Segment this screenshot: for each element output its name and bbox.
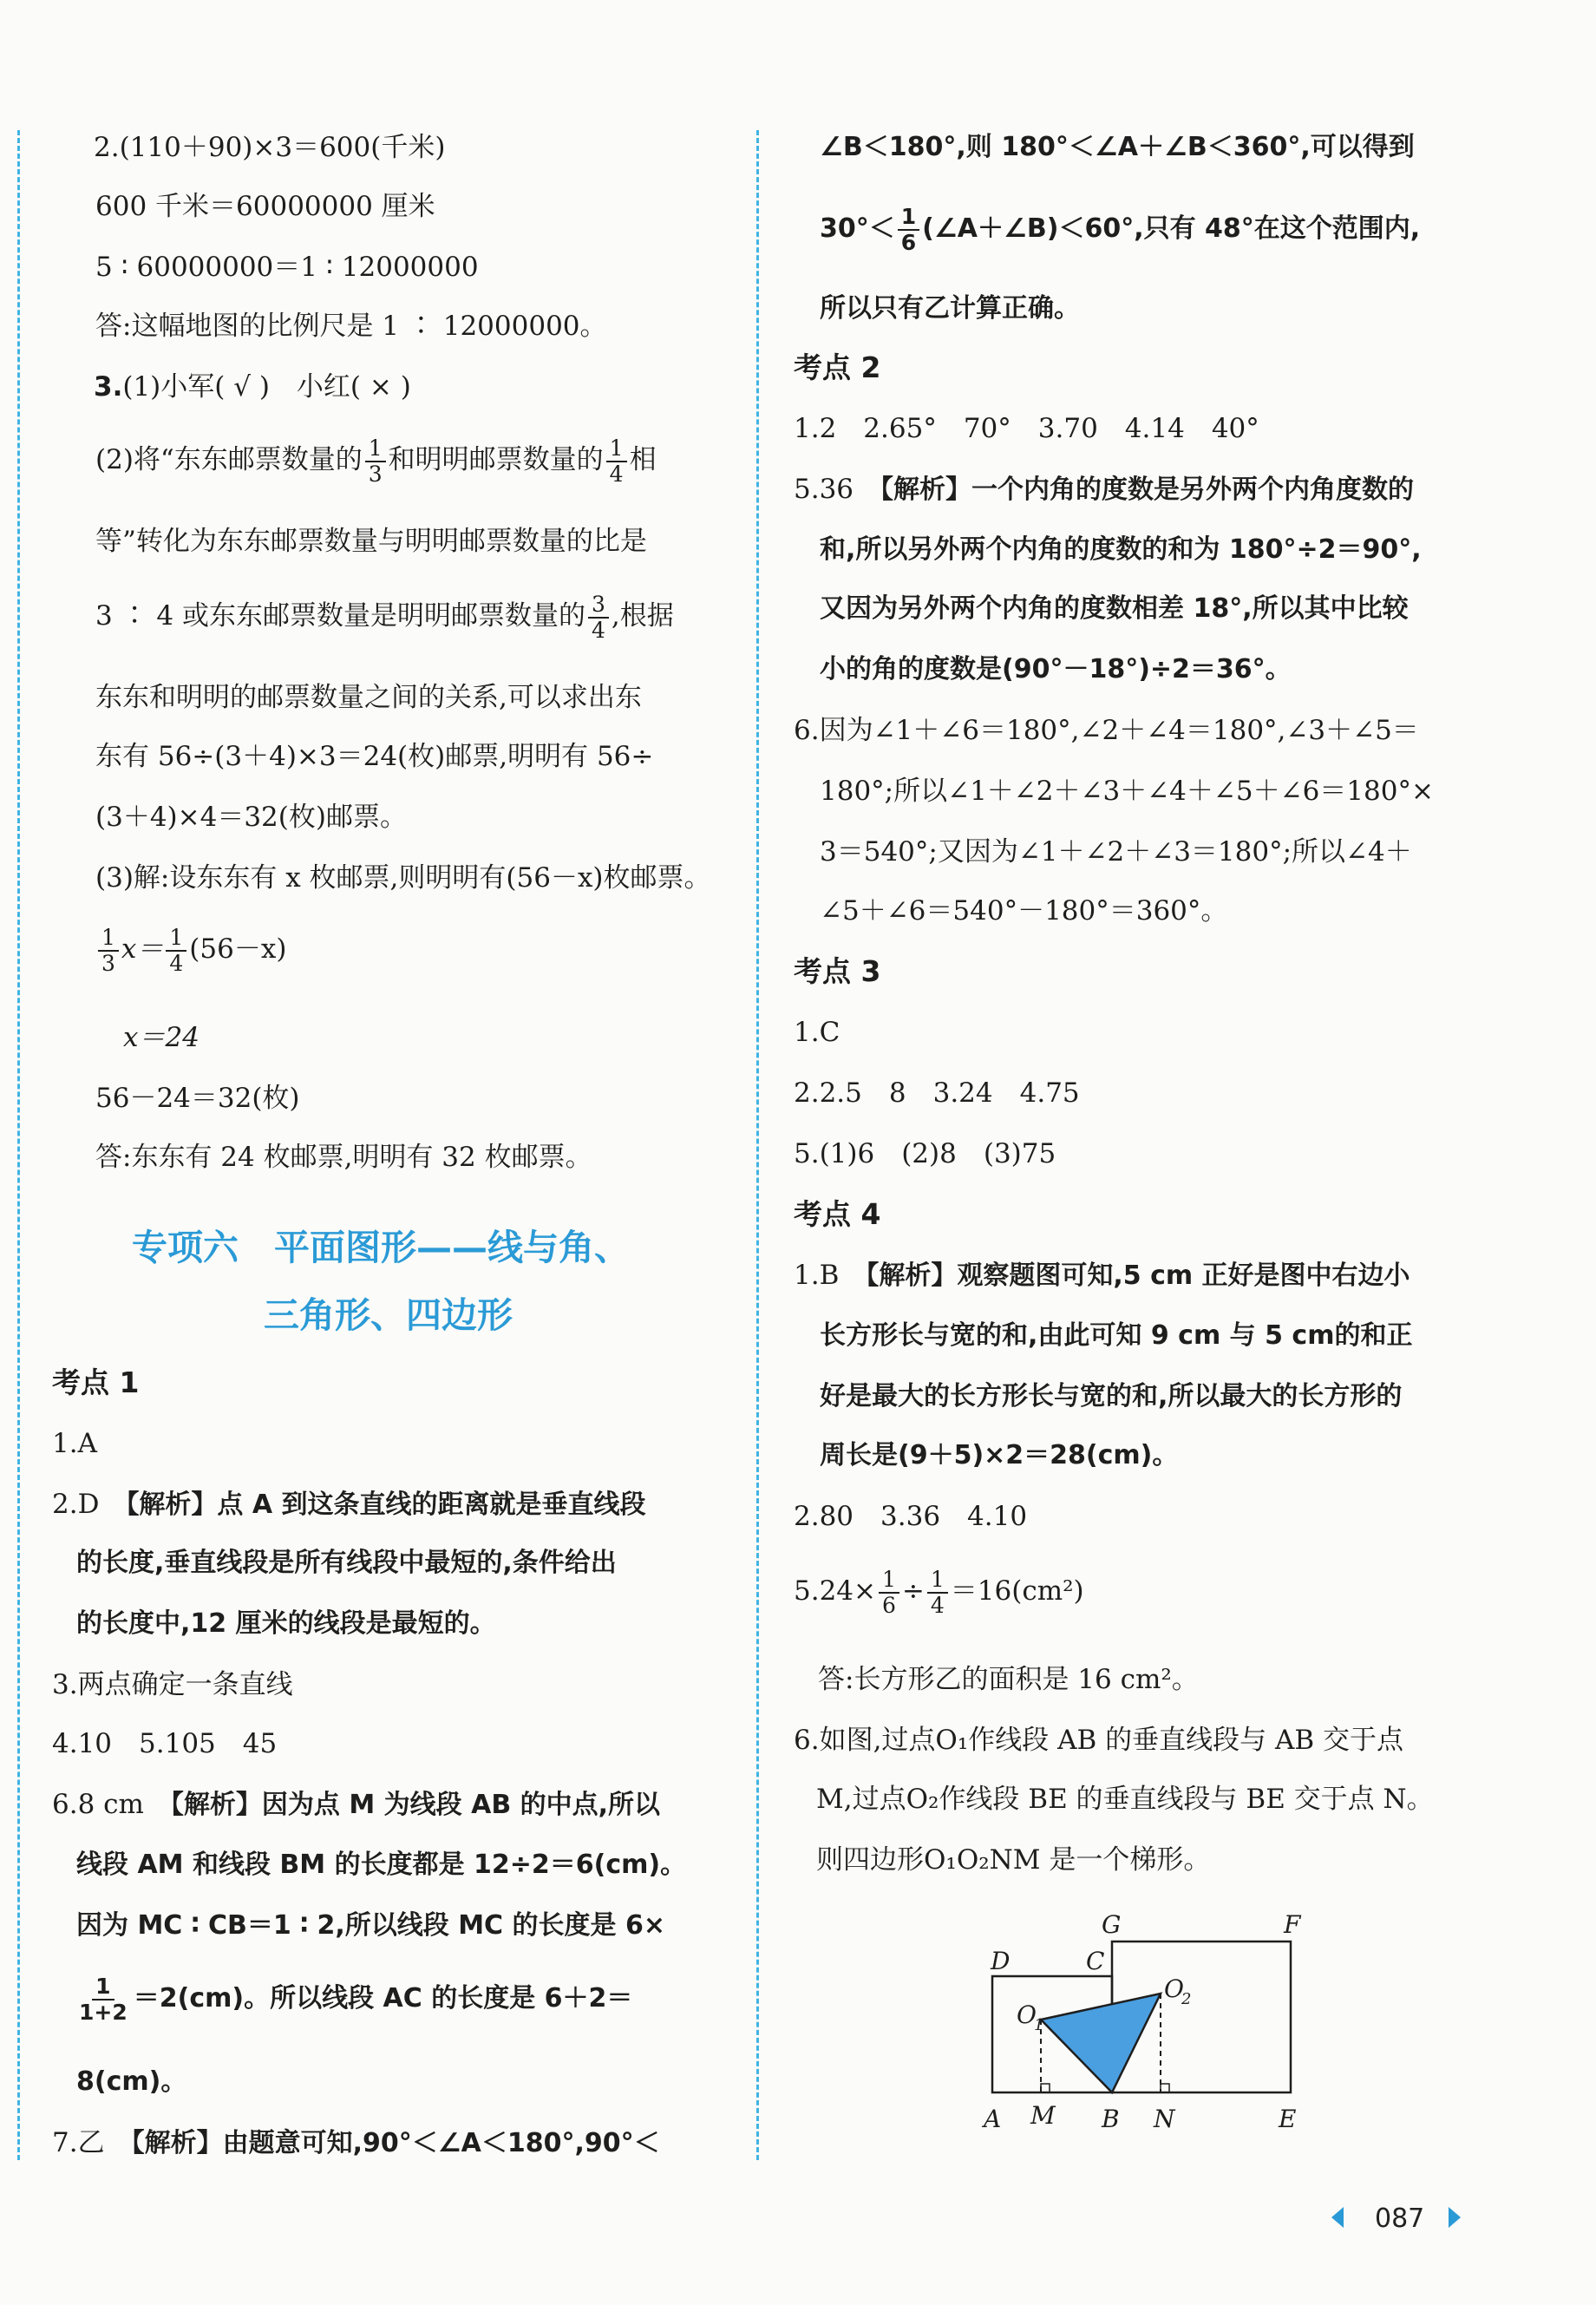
answer-text: 5.36 <box>794 474 854 505</box>
text-line: 又因为另外两个内角的度数相差 18°,所以其中比较 <box>820 593 1409 624</box>
text-line: 和,所以另外两个内角的度数的和为 180°÷2＝90°, <box>820 534 1422 565</box>
label-o1: O <box>1017 2001 1037 2029</box>
text-line: 600 千米＝60000000 厘米 <box>95 191 435 222</box>
text-span: 5.24× <box>794 1575 876 1607</box>
section-title: 三角形、四边形 <box>264 1294 513 1336</box>
denominator: 3 <box>368 461 383 487</box>
text-span: 相 <box>629 444 657 475</box>
numerator: 1 <box>927 1568 948 1594</box>
label-c: C <box>1086 1947 1105 1975</box>
numerator: 1 <box>879 1568 899 1594</box>
text-line <box>94 368 411 406</box>
label-b: B <box>1102 2105 1120 2133</box>
left-margin-dashed-line <box>17 130 20 2160</box>
label-a: A <box>984 2105 1002 2133</box>
text-line <box>794 470 1414 509</box>
kaodian-heading: 考点 1 <box>52 1365 140 1399</box>
analysis-text: 【解析】由题意可知,90°＜∠A＜180°,90°＜ <box>131 2128 660 2158</box>
numerator: 3 <box>588 593 609 619</box>
analysis-text: 【解析】因为点 M 为线段 AB 的中点,所以 <box>170 1790 661 1820</box>
numerator: 1 <box>166 926 186 952</box>
text-line: 答:这幅地图的比例尺是 1 ∶ 12000000。 <box>95 311 607 342</box>
right-angle-mark-n <box>1161 2084 1169 2092</box>
fraction-one-sixth <box>898 205 919 255</box>
text-line: 56－24＝32(枚) <box>95 1083 300 1114</box>
fraction-three-fourths <box>588 593 609 643</box>
shaded-trapezoid <box>1041 1994 1161 2092</box>
text-line <box>794 1256 1410 1295</box>
analysis-text: 【解析】观察题图可知,5 cm 正好是图中右边小 <box>866 1261 1410 1291</box>
text-line: 所以只有乙计算正确。 <box>820 293 1080 324</box>
text-line: 3.两点确定一条直线 <box>52 1669 293 1700</box>
denominator: 6 <box>882 1592 896 1618</box>
trapezoid-figure <box>971 1900 1318 2160</box>
answer-text: 6.8 cm <box>52 1789 144 1820</box>
label-d: D <box>991 1947 1011 1975</box>
text-line <box>52 1485 646 1524</box>
label-f: F <box>1284 1910 1301 1939</box>
text-line: 1.C <box>794 1017 841 1048</box>
denominator: 4 <box>609 461 624 487</box>
text-line: 则四边形O₁O₂NM 是一个梯形。 <box>816 1844 1211 1876</box>
next-page-icon <box>1449 2207 1461 2228</box>
numerator: 1 <box>365 436 386 462</box>
text-span: ,根据 <box>611 600 674 632</box>
fraction-one-sixth <box>879 1568 899 1618</box>
text-line: 2.80 3.36 4.10 <box>794 1501 1028 1532</box>
equation-line <box>794 1560 1084 1622</box>
text-line: 长方形长与宽的和,由此可知 9 cm 与 5 cm的和正 <box>820 1320 1413 1351</box>
text-line: 1.2 2.65° 70° 3.70 4.14 40° <box>794 413 1259 444</box>
text-line: M,过点O₂作线段 BE 的垂直线段与 BE 交于点 N。 <box>816 1784 1434 1815</box>
text-line <box>820 198 1420 260</box>
answer-text: 1.B <box>794 1260 840 1291</box>
fraction-one-over-three <box>75 1974 131 2025</box>
text-line: 东东和明明的邮票数量之间的关系,可以求出东 <box>95 682 642 713</box>
label-o2: O <box>1164 1974 1184 2003</box>
label-g: G <box>1102 1910 1122 1939</box>
analysis-text: 【解析】一个内角的度数是另外两个内角度数的 <box>880 475 1415 505</box>
text-line: 1.A <box>52 1428 97 1459</box>
text-line: 等”转化为东东邮票数量与明明邮票数量的比是 <box>95 526 647 557</box>
label-m: M <box>1030 2101 1056 2130</box>
denominator: 4 <box>169 950 184 976</box>
numerator: 1 <box>98 926 119 952</box>
text-line: (3)解:设东东有 x 枚邮票,则明明有(56－x)枚邮票。 <box>95 862 711 894</box>
text-line: 180°;所以∠1＋∠2＋∠3＋∠4＋∠5＋∠6＝180°× <box>820 776 1434 807</box>
text-line: 答:东东有 24 枚邮票,明明有 32 枚邮票。 <box>95 1142 592 1173</box>
text-line: 8(cm)。 <box>76 2066 187 2097</box>
right-angle-mark-m <box>1041 2084 1050 2092</box>
fraction-one-fourth <box>606 436 627 487</box>
denominator: 1+2 <box>79 1999 128 2025</box>
label-e: E <box>1279 2105 1297 2133</box>
text-span: ＝2(cm)。所以线段 AC 的长度是 6＋2＝ <box>133 1983 633 2014</box>
text-line: 答:长方形乙的面积是 16 cm²。 <box>818 1664 1199 1695</box>
center-divider-dashed-line <box>756 130 759 2160</box>
question-number: 3. <box>94 371 123 403</box>
denominator: 4 <box>930 1592 945 1618</box>
text-line: 周长是(9＋5)×2＝28(cm)。 <box>820 1440 1179 1470</box>
numerator: 1 <box>898 205 919 231</box>
text-span: (2)将“东东邮票数量的 <box>95 444 363 475</box>
text-line: x＝24 <box>123 1022 200 1053</box>
fraction-one-fourth <box>927 1568 948 1618</box>
kaodian-heading: 考点 3 <box>794 954 881 988</box>
text-line: 好是最大的长方形长与宽的和,所以最大的长方形的 <box>820 1381 1403 1411</box>
denominator: 4 <box>592 617 605 643</box>
denominator: 3 <box>101 950 115 976</box>
text-span: (∠A＋∠B)＜60°,只有 48°在这个范围内, <box>922 213 1421 244</box>
text-span: ＝16(cm²) <box>950 1575 1084 1607</box>
text-line: 3＝540°;又因为∠1＋∠2＋∠3＝180°;所以∠4＋ <box>820 836 1412 868</box>
text-line: 4.10 5.105 45 <box>52 1728 278 1759</box>
fraction-one-fourth <box>166 926 186 976</box>
text-line: ∠5＋∠6＝540°－180°＝360°。 <box>820 895 1228 927</box>
label-o1-subscript: 1 <box>1034 2016 1044 2034</box>
text-line <box>73 1968 632 2030</box>
text-span: (1)小军( √ ) 小红( × ) <box>122 371 411 403</box>
kaodian-heading: 考点 2 <box>794 350 881 384</box>
numerator: 1 <box>606 436 627 462</box>
text-line: 5.(1)6 (2)8 (3)75 <box>794 1138 1056 1169</box>
text-line: 6.因为∠1＋∠6＝180°,∠2＋∠4＝180°,∠3＋∠5＝ <box>794 715 1419 746</box>
text-line: 6.如图,过点O₁作线段 AB 的垂直线段与 AB 交于点 <box>794 1725 1404 1756</box>
fraction-one-third <box>365 436 386 487</box>
text-span: ÷ <box>901 1575 925 1607</box>
prev-page-icon <box>1331 2207 1344 2228</box>
text-span: 3 ∶ 4 或东东邮票数量是明明邮票数量的 <box>95 600 586 632</box>
text-line: 的长度,垂直线段是所有线段中最短的,条件给出 <box>76 1548 617 1578</box>
equation-line <box>95 918 286 980</box>
text-line: 2.2.5 8 3.24 4.75 <box>794 1077 1080 1109</box>
fraction-one-third <box>98 926 119 976</box>
text-line: ∠B＜180°,则 180°＜∠A＋∠B＜360°,可以得到 <box>820 132 1415 162</box>
text-line: 东有 56÷(3＋4)×3＝24(枚)邮票,明明有 56÷ <box>95 741 654 772</box>
text-line: 的长度中,12 厘米的线段是最短的。 <box>76 1608 496 1639</box>
text-span: 30°＜ <box>820 213 895 244</box>
text-span: x＝ <box>121 933 164 965</box>
denominator: 6 <box>900 229 917 255</box>
text-span: (56－x) <box>189 933 287 965</box>
kaodian-heading: 考点 4 <box>794 1197 881 1231</box>
label-n: N <box>1154 2105 1175 2133</box>
numerator: 1 <box>92 1974 114 2001</box>
text-line: 小的角的度数是(90°－18°)÷2＝36°。 <box>820 654 1292 684</box>
text-line <box>52 1785 660 1824</box>
text-line <box>52 2124 660 2163</box>
text-line: 5 ∶ 60000000＝1 ∶ 12000000 <box>95 252 479 283</box>
label-o2-subscript: 2 <box>1181 1990 1192 2008</box>
text-span: 和明明邮票数量的 <box>388 444 604 475</box>
answer-text: 2.D <box>52 1489 100 1520</box>
answer-text: 7.乙 <box>52 2127 105 2158</box>
text-line: 2.(110＋90)×3＝600(千米) <box>94 132 446 163</box>
page-number: 087 <box>1375 2204 1425 2234</box>
section-title: 专项六 平面图形——线与角、 <box>132 1227 630 1268</box>
text-line: (3＋4)×4＝32(枚)邮票。 <box>95 802 407 833</box>
text-line <box>95 429 657 491</box>
text-line <box>95 585 674 647</box>
text-line: 线段 AM 和线段 BM 的长度都是 12÷2＝6(cm)。 <box>76 1850 687 1880</box>
analysis-text: 【解析】点 A 到这条直线的距离就是垂直线段 <box>126 1490 646 1520</box>
text-line: 因为 MC ∶ CB＝1 ∶ 2,所以线段 MC 的长度是 6× <box>76 1910 665 1941</box>
